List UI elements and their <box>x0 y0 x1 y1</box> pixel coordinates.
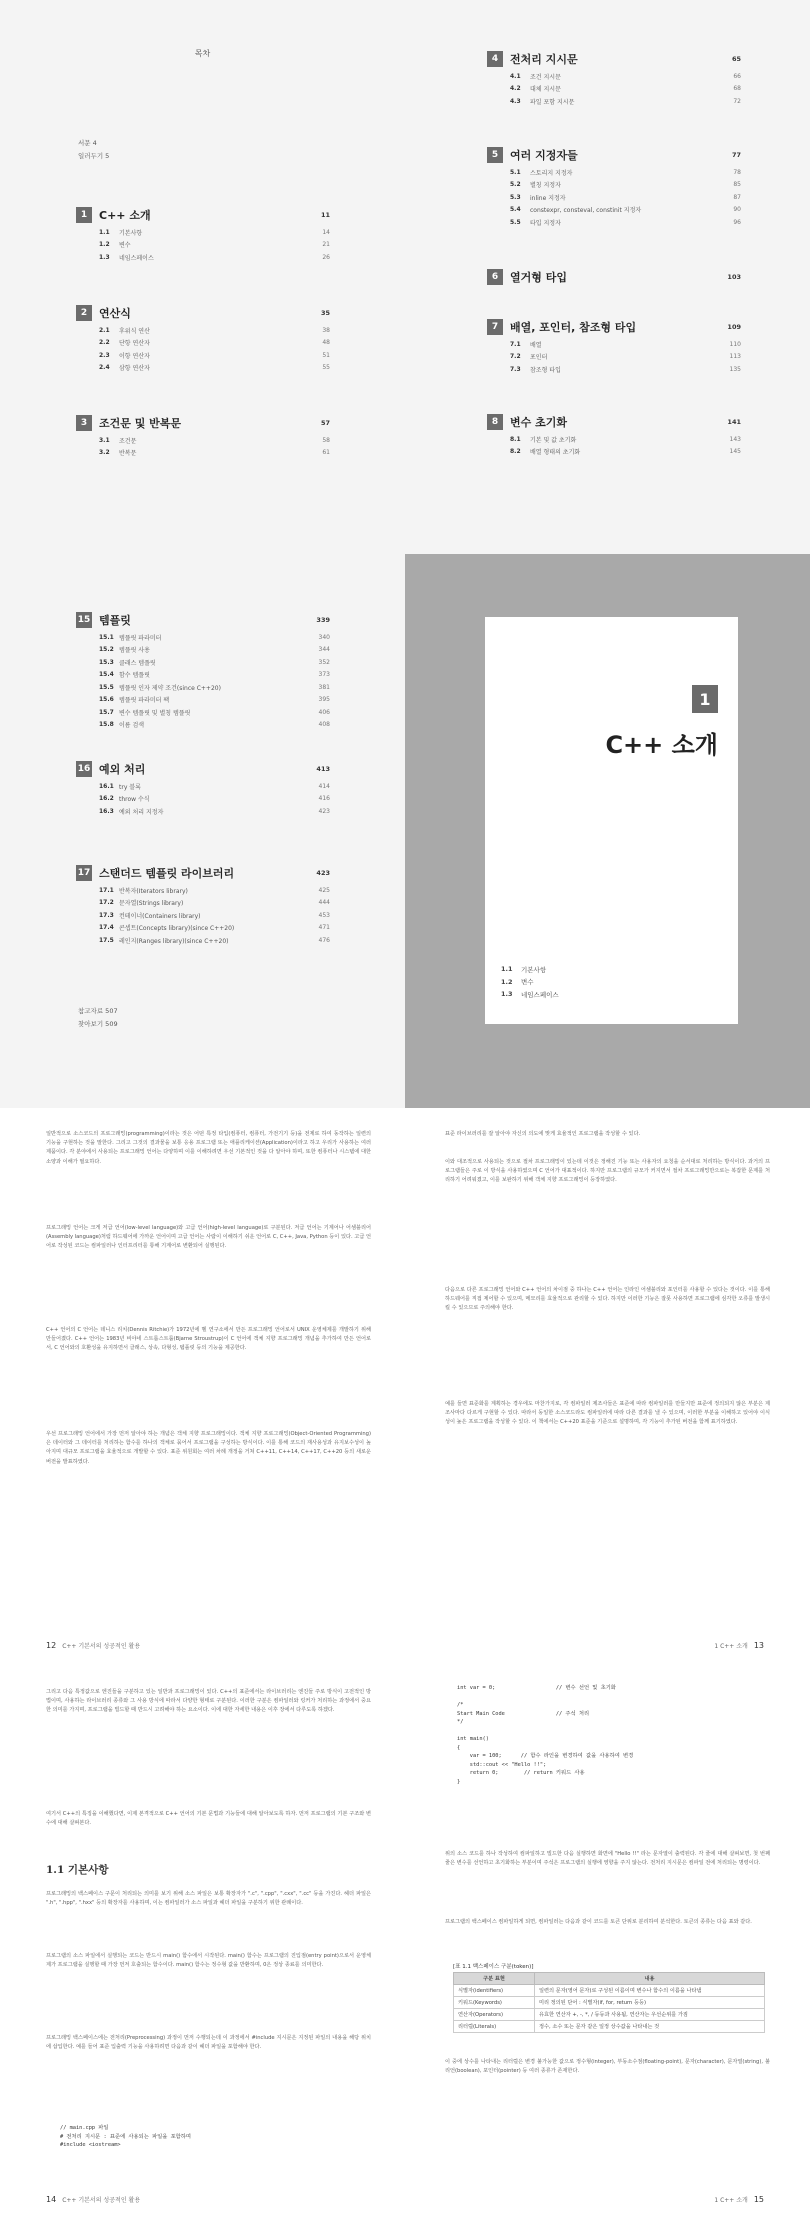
toc-section-title: 예외 처리 지정자 <box>119 808 164 816</box>
toc-section-num: 2.4 <box>99 364 110 372</box>
toc-section-page: 26 <box>322 253 330 261</box>
toc-chapter <box>487 266 741 288</box>
toc-section-page: 90 <box>733 206 741 214</box>
toc-chapter-heading <box>76 302 330 324</box>
toc-chapter-page: 35 <box>320 309 330 317</box>
toc-chapter-title: C++ 소개 <box>99 209 151 222</box>
toc-heading: 목차 <box>194 49 211 58</box>
toc-section-title: 타입 지정자 <box>530 219 561 227</box>
toc-section-title: 참조형 타입 <box>530 366 561 374</box>
toc-section-page: 78 <box>733 168 741 176</box>
toc-chapter-heading <box>76 609 330 631</box>
toc-section-title: 단항 연산자 <box>119 340 150 348</box>
toc-section-page: 14 <box>322 228 330 236</box>
body-page-12 <box>0 1108 405 1662</box>
toc-section-num: 5.4 <box>510 206 521 214</box>
paragraph: 프로그래밍의 백스페이스 구문이 처리되는 의미를 보기 위해 소스 파일은 보통 확장자가 ".c", ".cpp", ".cxx", ".cc" 등을 가진다. 헤더 파일은 ".h", ".hpp", ".hxx" 등의 확장자를 사용하며, 이는 컴파일러가 소스 파일과 헤더 파일을 구분하기 위한 관례이다. <box>46 1891 371 1907</box>
paragraph: 일반적으로 소스코드의 프로그래밍(programming)이라는 것은 어떤 특정 타입(컴퓨터, 컴퓨터, 가전기기 등)을 전제로 하여 동작하는 일련의 기능을 구현하는 것을 말한다. 그리고 그것의 결과물을 보통 응용 프로그램 또는 애플리케이션(Application)이라고 하고 우리가 사용하는 여러 제품이다. 각 분야에서 사용되는 프로그래밍 언어는 다양하며 이를 이해하려면 우선 기본적인 것을 다 알아야 하며, 또한 컴퓨터나 시스템에 대한 소양과 이해가 필요하다. <box>46 1131 371 1165</box>
toc-section-page: 87 <box>733 193 741 201</box>
toc-section-num: 17.4 <box>99 924 114 932</box>
chapter-number-badge: 16 <box>76 761 92 777</box>
toc-chapter-heading <box>487 48 741 70</box>
toc-chapter-heading <box>487 266 741 288</box>
toc-section <box>76 447 330 460</box>
toc-section-page: 61 <box>322 449 330 457</box>
toc-section <box>487 204 741 217</box>
toc-chapter <box>76 609 330 731</box>
chapter-number-badge: 6 <box>487 269 503 285</box>
toc-section-title: 컨테이너(Containers library) <box>119 912 201 920</box>
toc-section-title: 포인터 <box>530 354 548 362</box>
toc-chapter-page: 11 <box>320 211 330 219</box>
body-page-13 <box>405 1108 810 1662</box>
toc-page-3 <box>0 554 405 1108</box>
toc-section <box>487 216 741 229</box>
toc-chapter-page: 65 <box>731 55 741 63</box>
paragraph: 프로그램의 소스 파일에서 실행되는 코드는 반드시 main() 함수에서 시작된다. main() 함수는 프로그램의 진입점(entry point)으로서 운영체제가 프로그램을 실행할 때 가장 먼저 호출되는 함수이다. main() 함수는 정수형 값을 반환하며, 0은 정상 종료를 의미한다. <box>46 1953 371 1969</box>
toc-section-num: 7.2 <box>510 353 521 361</box>
toc-section-page: 423 <box>318 807 330 815</box>
toc-section-title: 반복문 <box>119 450 137 458</box>
toc-chapter <box>76 862 330 947</box>
toc-section-num: 16.3 <box>99 807 114 815</box>
toc-section-num: 3.1 <box>99 436 110 444</box>
toc-section-title: 변수 <box>119 242 131 250</box>
chapter-number-badge: 3 <box>76 415 92 431</box>
toc-section-num: 15.3 <box>99 658 114 666</box>
code-block: // main.cpp 파일 # 전처리 지시문 : 표준에 사용되는 파일을 포함하며 #include <iostream> <box>60 2125 192 2148</box>
toc-section-num: 5.3 <box>510 193 521 201</box>
toc-chapter-page: 413 <box>316 765 330 773</box>
toc-section-title: 배열 형태의 초기화 <box>530 449 581 457</box>
toc-section-title: 템플릿 사용 <box>119 647 150 655</box>
paragraph: 프로그래밍 언어는 크게 저급 언어(low-level language)와 고급 언어(high-level language)로 구분된다. 저급 언어는 기계어나 어셈블리어(Assembly language)처럼 하드웨어에 가까운 언어이며 고급 언어는 사람이 이해하기 쉬운 언어로 C, C++, Java, Python 등이 있다. 고급 언어로 작성된 코드는 컴파일러나 인터프리터를 통해 기계어로 변환되어 실행된다. <box>46 1225 371 1250</box>
front-matter-preface: 서문 4 <box>78 139 97 147</box>
toc-section-page: 373 <box>318 671 330 679</box>
table-caption: [표 1.1 백스페이스 구분(token)] <box>453 1964 534 1970</box>
toc-section-page: 68 <box>733 85 741 93</box>
toc-section-title: 이항 연산자 <box>119 352 150 360</box>
toc-section <box>76 631 330 644</box>
toc-section-title: 템플릿 인자 제약 조건(since C++20) <box>119 684 221 692</box>
toc-chapter-page: 103 <box>727 273 741 281</box>
toc-section <box>487 95 741 108</box>
section-heading: 1.1 기본사항 <box>46 1864 109 1876</box>
toc-section-num: 17.3 <box>99 911 114 919</box>
toc-section-num: 5.2 <box>510 181 521 189</box>
toc-section-title: 변수 템플릿 및 별칭 템플릿 <box>119 709 191 717</box>
toc-chapter <box>487 411 741 458</box>
chapter-title: C++ 소개 <box>605 731 718 759</box>
toc-section-page: 416 <box>318 795 330 803</box>
toc-section-page: 113 <box>729 353 741 361</box>
toc-section-title: 대체 지시문 <box>530 86 561 94</box>
toc-chapter <box>76 412 330 459</box>
toc-section-title: 스토리지 지정자 <box>530 169 573 177</box>
paragraph: 표준 라이브러리를 잘 알아야 자신의 의도에 맞게 효율적인 프로그램을 작성할 수 있다. <box>445 1131 641 1137</box>
toc-chapter-page: 141 <box>727 418 741 426</box>
chapter-opener-card <box>485 617 738 1024</box>
chapter-number-badge: 1 <box>692 685 718 713</box>
chapter-number-badge: 8 <box>487 414 503 430</box>
toc-section-title: 기본 및 값 초기화 <box>530 436 577 444</box>
toc-section-num: 17.1 <box>99 886 114 894</box>
paragraph: 다음으로 다른 프로그래밍 언어와 C++ 언어의 차이점 중 하나는 C++ 언어는 인라인 어셈블리와 포인터를 사용할 수 있다는 것이다. 이를 통해 하드웨어를 직접 제어할 수 있으며, 메모리를 효율적으로 관리할 수 있다. 하지만 이러한 기능은 잘못 사용하면 프로그램에 심각한 오류를 발생시킬 수 있으므로 주의해야 한다. <box>445 1287 770 1312</box>
toc-chapter-page: 109 <box>727 323 741 331</box>
toc-section-page: 444 <box>318 899 330 907</box>
toc-section <box>487 179 741 192</box>
paragraph: C++ 언어의 C 언어는 데니스 리치(Dennis Ritchie)가 1972년에 벨 연구소에서 만든 프로그래밍 언어로서 UNIX 운영체제를 개발하기 위해 만들어졌다. C++ 언어는 1983년 비야네 스트롭스트룹(Bjarne Stroustrup)이 C 언어에 객체 지향 프로그래밍 개념을 추가하여 만든 언어로서, C 언어와의 호환성을 유지하면서 클래스, 상속, 다형성, 템플릿 등의 기능을 제공한다. <box>46 1327 371 1352</box>
toc-chapter <box>487 48 741 108</box>
toc-section-page: 453 <box>318 911 330 919</box>
toc-section <box>76 349 330 362</box>
table-header: 구분 표현 <box>454 1973 535 1985</box>
toc-chapter-heading <box>76 412 330 434</box>
toc-section-title: 기본사항 <box>119 229 143 237</box>
toc-section-num: 8.1 <box>510 435 521 443</box>
toc-page-2 <box>405 0 810 554</box>
toc-section-title: 삼항 연산자 <box>119 365 150 373</box>
toc-section-num: 2.2 <box>99 339 110 347</box>
toc-section-num: 7.1 <box>510 340 521 348</box>
toc-chapter-heading <box>487 316 741 338</box>
toc-section-num: 5.1 <box>510 168 521 176</box>
toc-section-page: 425 <box>318 886 330 894</box>
body-page-15 <box>405 1662 810 2216</box>
toc-chapter-heading <box>76 204 330 226</box>
toc-section <box>76 226 330 239</box>
toc-section-title: try 블록 <box>119 783 141 791</box>
toc-section-page: 406 <box>318 708 330 716</box>
chapter-section: 1.2 변수 <box>501 977 534 987</box>
toc-chapter-title: 변수 초기화 <box>510 416 567 429</box>
toc-section <box>487 351 741 364</box>
table-row: 리터럴(Literals) 정수, 소수 또는 문자 같은 일정 상수값을 나타내는 것 <box>454 2021 765 2033</box>
toc-section <box>76 897 330 910</box>
body-page-14 <box>0 1662 405 2216</box>
toc-section <box>76 884 330 897</box>
toc-section-page: 471 <box>318 924 330 932</box>
toc-chapter <box>76 204 330 264</box>
toc-section-page: 408 <box>318 721 330 729</box>
toc-section-page: 135 <box>729 365 741 373</box>
toc-section-num: 1.1 <box>99 228 110 236</box>
toc-section-page: 381 <box>318 683 330 691</box>
toc-section-title: inline 지정자 <box>530 194 566 202</box>
paragraph: 프로그램의 백스페이스 컴파일하게 되면, 컴파일러는 다음과 같이 코드를 토큰 단위로 분리하여 분석한다. 토큰의 종류는 다음 표와 같다. <box>445 1919 752 1925</box>
toc-section <box>487 166 741 179</box>
toc-section-num: 2.1 <box>99 326 110 334</box>
chapter-number-badge: 1 <box>76 207 92 223</box>
toc-section <box>76 251 330 264</box>
toc-section-num: 1.2 <box>99 241 110 249</box>
toc-section-num: 15.7 <box>99 708 114 716</box>
toc-section-title: 네임스페이스 <box>119 254 154 262</box>
paragraph: 예를 들면 표준화를 계획하는 경우에도 마찬가지로, 각 컴파일러 제조사들은 표준에 따라 컴파일러를 만들지만 표준에 정의되지 않은 부분은 제조사마다 다르게 구현할 수 있다. 따라서 동일한 소스코드라도 컴파일러에 따라 다른 결과를 낼 수 있으며, 이러한 부분을 이해하고 있어야 이식성이 높은 프로그램을 작성할 수 있다. 이 책에서는 C++20 표준을 기준으로 설명하며, 각 기능이 추가된 버전을 함께 표기하였다. <box>445 1401 770 1426</box>
toc-section-page: 143 <box>729 435 741 443</box>
toc-section-num: 5.5 <box>510 218 521 226</box>
toc-section-num: 17.2 <box>99 899 114 907</box>
toc-chapter-title: 열거형 타입 <box>510 271 567 284</box>
toc-section-page: 38 <box>322 326 330 334</box>
paragraph: 우선 프로그래밍 언어에서 가장 먼저 알아야 하는 개념은 객체 지향 프로그래밍이다. 객체 지향 프로그래밍(Object-Oriented Programming)은 데이터와 그 데이터를 처리하는 함수를 하나의 객체로 묶어서 프로그램을 구성하는 방식이다. 이를 통해 코드의 재사용성과 유지보수성이 높아지며 대규모 프로그램을 효율적으로 개발할 수 있다. 표준 위원회는 여러 차례 개정을 거쳐 C++11, C++14, C++17, C++20 등의 새로운 버전을 발표하였다. <box>46 1431 371 1465</box>
toc-section-page: 110 <box>729 340 741 348</box>
toc-chapter-page: 57 <box>320 419 330 427</box>
toc-chapter <box>76 302 330 374</box>
table-row: 식별자(identifiers) 일련의 문자(영어 문자)로 구성된 이름이며 변수나 함수의 이름을 나타냄 <box>454 1985 765 1997</box>
chapter-number-badge: 5 <box>487 147 503 163</box>
paragraph: 프로그래밍 백스페이스에는 전처리(Preprocessing) 과정이 먼저 수행되는데 이 과정에서 #include 지시문은 지정된 파일의 내용을 해당 위치에 삽입한다. 예를 들어 표준 입출력 기능을 사용하려면 다음과 같이 헤더 파일을 포함해야 한다. <box>46 2035 371 2051</box>
toc-section-page: 48 <box>322 339 330 347</box>
toc-section-title: 배열 <box>530 341 542 349</box>
code-block: int var = 0; // 변수 선언 및 초기화 /* Start Main Code // 주석 처리 */ int main() { var = 100; // 함수 라인을 변경하여 값을 사용하여 변경 std::cout << "Hello !!"; return 0; // return 키워드 사용 } <box>457 1685 634 1785</box>
toc-section-num: 15.8 <box>99 721 114 729</box>
toc-section <box>76 780 330 793</box>
toc-section <box>76 793 330 806</box>
chapter-number-badge: 17 <box>76 865 92 881</box>
toc-section-title: 템플릿 파라미터 팩 <box>119 697 170 705</box>
chapter-opener <box>405 554 810 1108</box>
toc-section-title: 이름 검색 <box>119 722 145 730</box>
toc-section-page: 395 <box>318 696 330 704</box>
toc-section-page: 72 <box>733 97 741 105</box>
chapter-section: 1.3 네임스페이스 <box>501 990 559 999</box>
toc-section-title: throw 수식 <box>119 796 150 804</box>
toc-chapter <box>487 144 741 229</box>
toc-section-num: 15.2 <box>99 646 114 654</box>
toc-section <box>487 338 741 351</box>
toc-section-page: 414 <box>318 782 330 790</box>
toc-section-page: 21 <box>322 241 330 249</box>
toc-section <box>76 669 330 682</box>
toc-section-page: 51 <box>322 351 330 359</box>
toc-section-title: 함수 템플릿 <box>119 672 150 680</box>
table-row: 키워드(Keywords) 미리 정의된 단어 : 식별자(if, for, return 등등) <box>454 1997 765 2009</box>
toc-section-title: 반복자(Iterators library) <box>119 887 188 895</box>
token-table <box>453 1972 765 2033</box>
toc-section-title: 콘셉트(Concepts library)(since C++20) <box>119 925 235 933</box>
toc-section-page: 66 <box>733 72 741 80</box>
toc-chapter-heading <box>76 758 330 780</box>
folio-left: 12 C++ 기본서의 성공적인 활용 <box>46 1641 141 1650</box>
toc-section-page: 352 <box>318 658 330 666</box>
chapter-section: 1.1 기본사항 <box>501 965 547 974</box>
toc-section-page: 96 <box>733 218 741 226</box>
toc-section <box>487 433 741 446</box>
toc-chapter <box>76 758 330 818</box>
toc-section <box>76 681 330 694</box>
chapter-number-badge: 4 <box>487 51 503 67</box>
toc-section-page: 340 <box>318 633 330 641</box>
toc-section <box>76 805 330 818</box>
toc-section-num: 15.6 <box>99 696 114 704</box>
toc-page-1 <box>0 0 405 554</box>
folio-left: 14 C++ 기본서의 성공적인 활용 <box>46 2195 141 2204</box>
toc-section <box>76 719 330 732</box>
toc-section-title: 파일 포함 지시문 <box>530 98 575 106</box>
table-header: 내용 <box>535 1973 765 1985</box>
toc-section-page: 58 <box>322 436 330 444</box>
toc-section-title: 조건 지시문 <box>530 73 561 81</box>
toc-chapter-page: 339 <box>316 616 330 624</box>
toc-chapter-heading <box>487 411 741 433</box>
toc-chapter-title: 연산식 <box>99 307 131 320</box>
toc-section-num: 15.4 <box>99 671 114 679</box>
front-matter-notes: 일러두기 5 <box>78 152 110 160</box>
toc-section-num: 4.1 <box>510 72 521 80</box>
toc-section <box>76 694 330 707</box>
toc-chapter <box>487 316 741 376</box>
paragraph: 위의 소스 코드를 하나 작성하여 컴파일하고 빌드한 다음 실행하면 화면에 "Hello !!" 라는 문자열이 출력된다. 각 줄에 대해 살펴보면, 첫 번째 줄은 변수를 선언하고 초기화하는 부분이며 주석은 프로그램의 실행에 영향을 주지 않는다. 전처리 지시문은 컴파일 전에 처리되는 명령이다. <box>445 1851 770 1867</box>
chapter-section-list <box>501 963 559 1001</box>
toc-section-num: 4.3 <box>510 97 521 105</box>
toc-section <box>76 337 330 350</box>
toc-section-num: 2.3 <box>99 351 110 359</box>
toc-section <box>487 446 741 459</box>
toc-section-num: 8.2 <box>510 448 521 456</box>
toc-chapter-title: 여러 지정자들 <box>510 149 578 162</box>
toc-section <box>487 363 741 376</box>
toc-section-page: 85 <box>733 181 741 189</box>
toc-section-title: 후위식 연산 <box>119 327 150 335</box>
toc-section-title: 레인지(Ranges library)(since C++20) <box>119 937 229 945</box>
toc-section-title: 조건문 <box>119 437 137 445</box>
chapter-number-badge: 15 <box>76 612 92 628</box>
toc-section-num: 16.1 <box>99 782 114 790</box>
paragraph: 이와 대조적으로 사용되는 것으로 절차 프로그래밍이 있는데 이것은 정해진 기능 또는 사용자의 요청을 순서대로 처리하는 방식이다. 과거의 프로그램들은 주로 이 방식을 사용하였으며 C 언어가 대표적이다. 하지만 프로그램의 규모가 커지면서 절차 프로그래밍만으로는 복잡한 문제를 처리하기 어려워졌고, 이를 보완하기 위해 객체 지향 프로그래밍이 등장하였다. <box>445 1159 770 1184</box>
toc-chapter-title: 전처리 지시문 <box>510 53 578 66</box>
toc-section <box>76 656 330 669</box>
table-row: 연산자(Operators) 유효한 연산자 +, -, *, / 등등과 사용됨, 연산자는 우선순위를 가짐 <box>454 2009 765 2021</box>
toc-section-num: 1.3 <box>99 253 110 261</box>
toc-chapter-page: 423 <box>316 869 330 877</box>
toc-section <box>76 362 330 375</box>
toc-section <box>76 239 330 252</box>
toc-section <box>487 191 741 204</box>
toc-section <box>76 922 330 935</box>
toc-section-num: 7.3 <box>510 365 521 373</box>
toc-section-page: 476 <box>318 936 330 944</box>
chapter-number-badge: 7 <box>487 319 503 335</box>
toc-section <box>76 706 330 719</box>
toc-section <box>76 324 330 337</box>
toc-section-num: 15.5 <box>99 683 114 691</box>
chapter-number-badge: 2 <box>76 305 92 321</box>
toc-section <box>487 70 741 83</box>
folio-right: 1 C++ 소개 15 <box>714 2195 764 2204</box>
toc-chapter-title: 예외 처리 <box>99 763 146 776</box>
toc-chapter-heading <box>76 862 330 884</box>
back-matter-index: 찾아보기 509 <box>78 1020 118 1028</box>
toc-section-title: 클래스 템플릿 <box>119 659 156 667</box>
paragraph: 이 중에 상수를 나타내는 리터럴은 변경 불가능한 값으로 정수형(integer), 부동소수점(floating-point), 문자(character), 문자열(string), 불리언(boolean), 포인터(pointer) 등 여러 종류가 존재한다. <box>445 2059 770 2075</box>
toc-chapter-title: 조건문 및 반복문 <box>99 417 182 430</box>
toc-section-page: 145 <box>729 448 741 456</box>
toc-chapter-heading <box>487 144 741 166</box>
toc-chapter-page: 77 <box>731 151 741 159</box>
folio-right: 1 C++ 소개 13 <box>714 1641 764 1650</box>
paragraph: 그리고 다음 특정값으로 엔진들을 구분하고 있는 일반과 프로그래밍이 있다. C++의 표준에서는 라이브러리는 엔진들 주로 방식이 고전적인 방법이며, 사용하는 라이브러리 종류와 그 사용 방식에 따라서 다양한 형태로 구분된다. 이러한 구분은 컴파일러와 링커가 처리하는 과정에서 중요한 의미를 가지며, 프로그램을 빌드할 때 반드시 고려해야 하는 요소이다. 이에 대한 자세한 내용은 이후 장에서 다루도록 하겠다. <box>46 1689 371 1714</box>
toc-section-title: constexpr, consteval, constinit 지정자 <box>530 207 642 215</box>
toc-section <box>76 434 330 447</box>
toc-section-num: 4.2 <box>510 85 521 93</box>
toc-chapter-title: 배열, 포인터, 참조형 타입 <box>510 321 637 334</box>
toc-section-title: 별칭 지정자 <box>530 182 561 190</box>
back-matter-references: 참고자료 507 <box>78 1007 118 1015</box>
toc-section <box>76 909 330 922</box>
toc-section-num: 3.2 <box>99 449 110 457</box>
toc-section-num: 17.5 <box>99 936 114 944</box>
toc-section <box>76 644 330 657</box>
paragraph: 여기서 C++의 특징을 이해했다면, 이제 본격적으로 C++ 언어의 기본 문법과 기능들에 대해 알아보도록 하자. 먼저 프로그램의 기본 구조와 변수에 대해 살펴본다. <box>46 1811 371 1827</box>
toc-chapter-title: 템플릿 <box>99 614 131 627</box>
toc-section-title: 문자열(Strings library) <box>119 900 184 908</box>
toc-section <box>76 934 330 947</box>
toc-section <box>487 83 741 96</box>
toc-section-title: 템플릿 파라미터 <box>119 634 162 642</box>
toc-section-num: 16.2 <box>99 795 114 803</box>
toc-section-page: 344 <box>318 646 330 654</box>
toc-chapter-title: 스탠더드 템플릿 라이브러리 <box>99 867 235 880</box>
toc-section-page: 55 <box>322 364 330 372</box>
toc-section-num: 15.1 <box>99 633 114 641</box>
